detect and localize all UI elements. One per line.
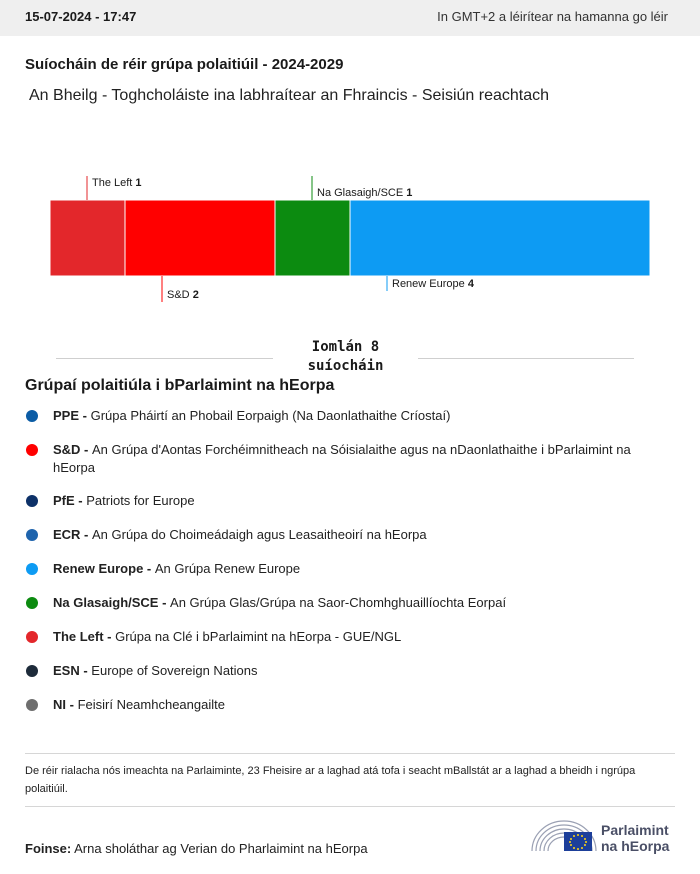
- divider: [25, 753, 675, 754]
- legend-text: [53, 492, 675, 510]
- bar-segment-s-d: [125, 200, 275, 276]
- segment-label-na-glasaigh-sce: [317, 187, 412, 199]
- legend-abbr: S&D -: [53, 442, 92, 457]
- legend-abbr: NI -: [53, 697, 78, 712]
- total-seats: [56, 338, 634, 378]
- top-bar: [0, 0, 700, 36]
- legend-abbr: Na Glasaigh/SCE -: [53, 595, 171, 610]
- segment-seats: 1: [135, 177, 142, 189]
- total-label-line2: suíocháin: [307, 358, 384, 374]
- total-label-line1: Iomlán 8: [311, 339, 380, 355]
- parliament-logo: [530, 815, 680, 857]
- seat-distribution-chart: [0, 150, 700, 320]
- timezone-note: In GMT+2 a léirítear na hamanna go léir: [437, 9, 668, 24]
- bar-segment-renew-europe: [350, 200, 650, 276]
- source-label: Foinse:: [25, 841, 72, 856]
- source-line: [25, 841, 368, 856]
- logo-text-line2: na hEorpa: [601, 838, 670, 854]
- logo-text: [601, 822, 669, 854]
- chart-title: Suíocháin de réir grúpa polaitiúil - 2024-2029: [25, 56, 344, 73]
- legend-dot-icon: [26, 444, 38, 456]
- legend-text: [53, 696, 675, 714]
- legend-name: Patriots for Europe: [86, 493, 195, 508]
- legend-text: [53, 441, 675, 477]
- legend-abbr: ESN -: [53, 663, 92, 678]
- legend-dot-icon: [26, 631, 38, 643]
- segment-name: Na Glasaigh/SCE: [317, 187, 407, 199]
- groups-heading: Grúpaí polaitiúla i bParlaimint na hEorpa: [25, 377, 335, 394]
- timestamp: 15-07-2024 - 17:47: [25, 9, 137, 24]
- segment-label-renew-europe: [392, 278, 475, 290]
- segment-seats: 4: [467, 278, 474, 290]
- legend-abbr: PfE -: [53, 493, 87, 508]
- hemicycle-flag-icon: [530, 815, 598, 855]
- total-label: [273, 338, 418, 376]
- legend-name: An Grúpa d'Aontas Forchéimnitheach na Sóisialaithe agus na nDaonlathaithe i bParlaimint na hEorpa: [53, 442, 631, 475]
- legend-dot-icon: [26, 563, 38, 575]
- bar-segment-the-left: [50, 200, 125, 276]
- legend-abbr: The Left -: [53, 629, 116, 644]
- legend-name: Grúpa na Clé i bParlaimint na hEorpa - GUE/NGL: [115, 629, 402, 644]
- rules-note: De réir rialacha nós imeachta na Parlaiminte, 23 Fheisire ar a laghad atá tofa i seacht mBallstát ar a laghad a bheidh i ngrúpa polaitiúil.: [25, 765, 636, 795]
- segment-seats: 1: [406, 187, 413, 199]
- bar-segment-na-glasaigh-sce: [275, 200, 350, 276]
- legend-text: [53, 628, 675, 646]
- legend-name: Feisirí Neamhcheangailte: [77, 697, 225, 712]
- legend-name: An Grúpa do Choimeádaigh agus Leasaitheoirí na hEorpa: [92, 527, 427, 542]
- logo-text-line1: Parlaimint: [601, 822, 669, 838]
- legend-dot-icon: [26, 665, 38, 677]
- segment-name: Renew Europe: [392, 278, 468, 290]
- legend-name: An Grúpa Glas/Grúpa na Saor-Chomhghuaillíochta Eorpaí: [170, 595, 507, 610]
- legend-name: An Grúpa Renew Europe: [154, 561, 301, 576]
- legend-abbr: ECR -: [53, 527, 92, 542]
- legend-dot-icon: [26, 495, 38, 507]
- legend-text: [53, 526, 675, 544]
- legend-name: Europe of Sovereign Nations: [91, 663, 258, 678]
- source-text: Arna sholáthar ag Verian do Pharlaimint na hEorpa: [74, 841, 368, 856]
- legend-text: [53, 662, 675, 680]
- legend-abbr: Renew Europe -: [53, 561, 155, 576]
- legend-dot-icon: [26, 597, 38, 609]
- segment-name: S&D: [167, 289, 193, 301]
- legend-dot-icon: [26, 529, 38, 541]
- legend-name: Grúpa Pháirtí an Phobail Eorpaigh (Na Daonlathaithe Críostaí): [90, 408, 451, 423]
- legend-abbr: PPE -: [53, 408, 91, 423]
- segment-name: The Left: [92, 177, 136, 189]
- chart-subtitle: An Bheilg - Toghcholáiste ina labhraítear an Fhraincis - Seisiún reachtach: [29, 87, 549, 104]
- divider-right: [418, 358, 634, 359]
- legend-text: [53, 407, 675, 425]
- divider: [25, 806, 675, 807]
- segment-label-s-d: [167, 289, 199, 301]
- legend-dot-icon: [26, 699, 38, 711]
- legend-text: [53, 560, 675, 578]
- legend-text: [53, 594, 675, 612]
- segment-label-the-left: [92, 177, 142, 189]
- divider-left: [56, 358, 273, 359]
- legend-dot-icon: [26, 410, 38, 422]
- segment-seats: 2: [192, 289, 199, 301]
